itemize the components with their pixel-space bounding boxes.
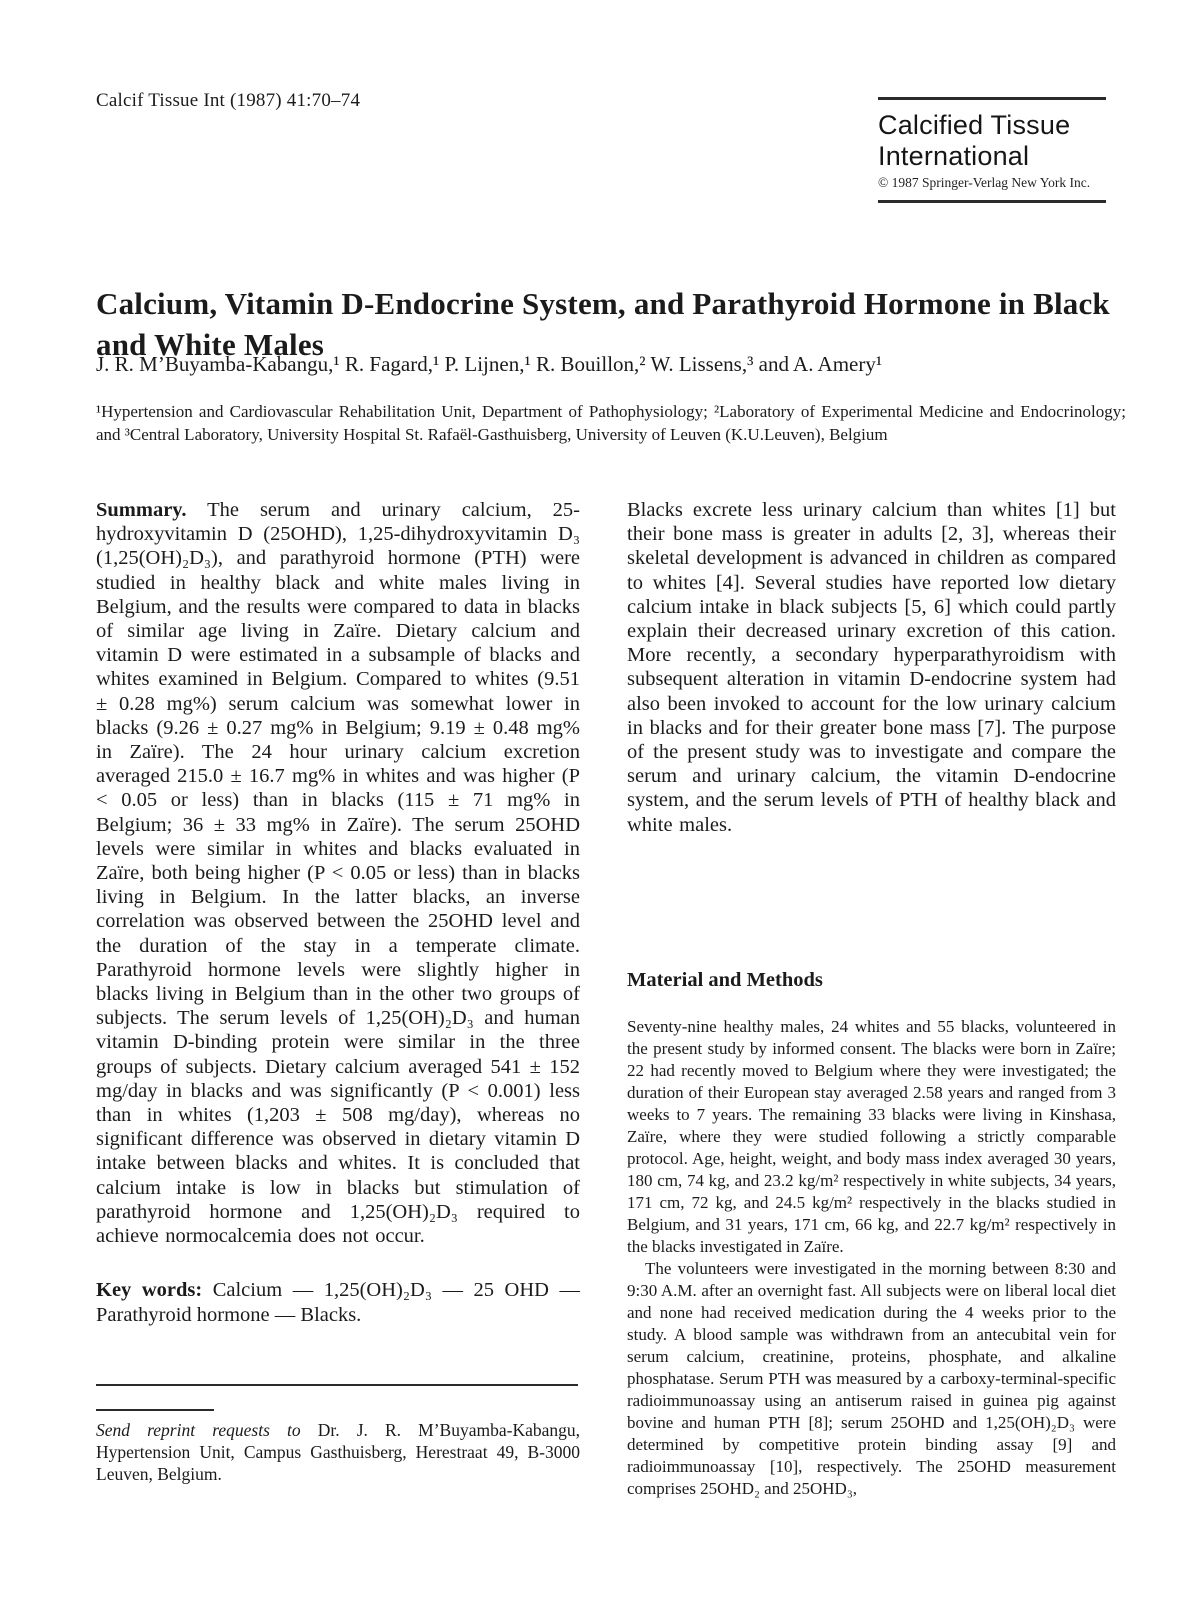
methods-section: [627, 1016, 1116, 1500]
journal-name-line1: Calcified Tissue: [878, 110, 1071, 140]
column-divider-rule: [96, 1384, 578, 1386]
footnote-rule: [96, 1409, 214, 1411]
reprint-footnote: [96, 1419, 580, 1485]
journal-citation: Calcif Tissue Int (1987) 41:70–74: [96, 90, 361, 111]
keywords-paragraph: [96, 1278, 580, 1326]
abstract-paragraph: [96, 498, 580, 1248]
footnote-lead: Send reprint requests to: [96, 1420, 301, 1440]
footnote-text: Dr. J. R. M’Buyamba-Kabangu, Hypertension Unit, Campus Gasthuisberg, Herestraat 49, B-3000 Leuven, Belgium.: [96, 1420, 580, 1484]
affiliations: ¹Hypertension and Cardiovascular Rehabilitation Unit, Department of Pathophysiology; ²Laboratory of Experimental Medicine and Endocrinology; and ³Central Laboratory, University Hospital St. Rafaël-Gasthuisberg, University of Leuven (K.U.Leuven), Belgium: [96, 402, 1126, 444]
methods-paragraph-1: Seventy-nine healthy males, 24 whites and 55 blacks, volunteered in the present study by informed consent. The blacks were born in Zaïre; 22 had recently moved to Belgium where they were investigated; the duration of their European stay averaged 2.58 years and ranged from 3 weeks to 7 years. The remaining 33 blacks were living in Kinshasa, Zaïre, where they were studied following a strictly comparable protocol. Age, height, weight, and body mass index averaged 30 years, 180 cm, 74 kg, and 23.2 kg/m² respectively in white subjects, 34 years, 171 cm, 72 kg, and 24.5 kg/m² respectively in the blacks studied in Belgium, and 31 years, 171 cm, 66 kg, and 22.7 kg/m² respectively in the blacks investigated in Zaïre.: [627, 1017, 1116, 1256]
journal-copyright: © 1987 Springer-Verlag New York Inc.: [878, 175, 1091, 190]
keywords-text: Calcium — 1,25(OH)₂D₃ — 25 OHD — Parathyroid hormone — Blacks.: [96, 1279, 581, 1326]
abstract-text: The serum and urinary calcium, 25-hydroxyvitamin D (25OHD), 1,25-dihydroxyvitamin D₃ (1,25(OH)₂D₃), and parathyroid hormone (PTH) were studied in healthy black and white males living in Belgium, and the results were compared to data in blacks of similar age living in Zaïre. Dietary calcium and vitamin D were estimated in a subsample of blacks and whites examined in Belgium. Compared to whites (9.51 ± 0.28 mg%) serum calcium was somewhat lower in blacks (9.26 ± 0.27 mg% in Belgium; 9.19 ± 0.48 mg% in Zaïre). The 24 hour urinary calcium excretion averaged 215.0 ± 16.7 mg% in whites and was higher (P < 0.05 or less) than in blacks (115 ± 71 mg% in Belgium; 36 ± 33 mg% in Zaïre). The serum 25OHD levels were similar in whites and blacks evaluated in Zaïre, both being higher (P < 0.05 or less) than in blacks living in Belgium. In the latter blacks, an inverse correlation was observed between the 25OHD level and the duration of the stay in a temperate climate. Parathyroid hormone levels were slightly higher in blacks living in Belgium than in the other two groups of subjects. The serum levels of 1,25(OH)₂D₃ and human vitamin D-binding protein were similar in the three groups of subjects. Dietary calcium averaged 541 ± 152 mg/day in blacks and was significantly (P < 0.001) less than in whites (1,203 ± 508 mg/day), whereas no significant difference was observed in dietary vitamin D intake between blacks and whites. It is concluded that calcium intake is low in blacks but stimulation of parathyroid hormone and 1,25(OH)₂D₃ required to achieve normocalcemia does not occur.: [96, 499, 580, 1248]
authors-line: J. R. M’Buyamba-Kabangu,¹ R. Fagard,¹ P. Lijnen,¹ R. Bouillon,² W. Lissens,³ and A. Amery¹: [96, 352, 883, 376]
right-column: [627, 498, 1116, 837]
journal-masthead: [878, 97, 1106, 203]
methods-heading: Material and Methods: [627, 969, 823, 991]
journal-name: [878, 110, 1106, 172]
keywords-label: Key words:: [96, 1279, 203, 1302]
article-title: Calcium, Vitamin D-Endocrine System, and Parathyroid Hormone in Black and White Males: [96, 285, 1110, 362]
methods-paragraph-2: The volunteers were investigated in the morning between 8:30 and 9:30 A.M. after an overnight fast. All subjects were on liberal local diet and none had received medication during the 4 weeks prior to the study. A blood sample was withdrawn from an antecubital vein for serum calcium, creatinine, proteins, phosphate, and alkaline phosphatase. Serum PTH was measured by a carboxy-terminal-specific radioimmunoassay using an antiserum raised in guinea pig against bovine and human PTH [8]; serum 25OHD and 1,25(OH)₂D₃ were determined by competitive protein binding assay [9] and radioimmunoassay [10], respectively. The 25OHD measurement comprises 25OHD₂ and 25OHD₃,: [627, 1259, 1116, 1498]
left-column: [96, 498, 580, 1327]
journal-name-line2: International: [878, 141, 1030, 171]
introduction-paragraph: Blacks excrete less urinary calcium than whites [1] but their bone mass is greater in adults [2, 3], whereas their skeletal development is advanced in children as compared to whites [4]. Several studies have reported low dietary calcium intake in black subjects [5, 6] which could partly explain their decreased urinary excretion of this cation. More recently, a secondary hyperparathyroidism with subsequent alteration in vitamin D-endocrine system had also been invoked to account for the low urinary calcium in blacks and for their greater bone mass [7]. The purpose of the present study was to investigate and compare the serum and urinary calcium, the vitamin D-endocrine system, and the serum levels of PTH of healthy black and white males.: [627, 499, 1116, 836]
abstract-label: Summary.: [96, 499, 187, 521]
